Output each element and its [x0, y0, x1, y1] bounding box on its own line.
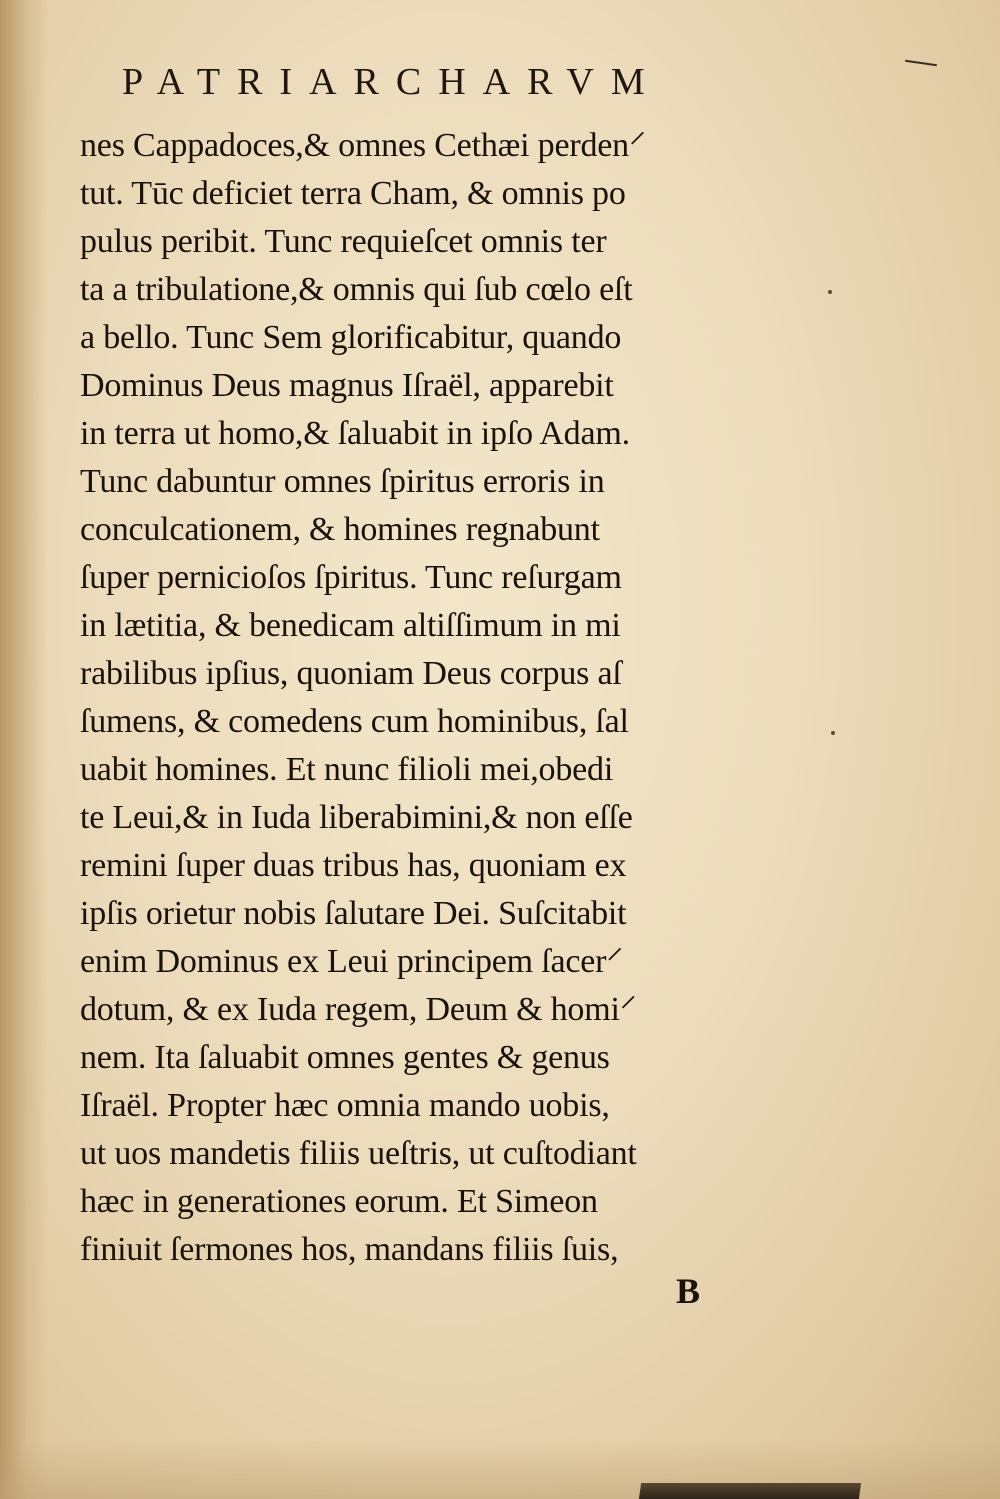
page-edge-shadow [0, 0, 48, 1499]
text-line: Iſraël. Propter hæc omnia mando uobis, [80, 1087, 610, 1124]
text-line: Dominus Deus magnus Iſraël, apparebit [80, 367, 614, 404]
text-line: remini ſuper duas tribus has, quoniam ex [80, 847, 627, 884]
text-line: dotum, & ex Iuda regem, Deum & homi⸍ [80, 991, 637, 1028]
text-line: finiuit ſermones hos, mandans filiis ſuis, [80, 1231, 619, 1268]
binding-shadow [639, 1483, 861, 1499]
text-line: nes Cappadoces,& omnes Cethæi perden⸍ [80, 127, 646, 164]
running-head: PATRIARCHARVM [122, 61, 662, 103]
text-line: conculcationem, & homines regnabunt [80, 511, 600, 548]
text-line: ipſis orietur nobis ſalutare Dei. Suſcitabit [80, 895, 627, 932]
text-line: tut. Tūc deficiet terra Cham, & omnis po [80, 175, 626, 212]
text-line: nem. Ita ſaluabit omnes gentes & genus [80, 1039, 610, 1076]
text-line: in terra ut homo,& ſaluabit in ipſo Adam. [80, 415, 630, 452]
text-line: Tunc dabuntur omnes ſpiritus erroris in [80, 463, 605, 500]
text-line: te Leui,& in Iuda liberabimini,& non eſſe [80, 799, 633, 836]
text-line: uabit homines. Et nunc filioli mei,obedi [80, 751, 614, 788]
text-line: pulus peribit. Tunc requieſcet omnis ter [80, 223, 607, 260]
text-line: rabilibus ipſius, quoniam Deus corpus aſ [80, 655, 622, 692]
body-text [80, 122, 800, 1274]
text-line: in lætitia, & benedicam altiſſimum in mi [80, 607, 621, 644]
signature-mark: B [676, 1271, 701, 1311]
text-line: a bello. Tunc Sem glorificabitur, quando [80, 319, 622, 356]
text-line: ſumens, & comedens cum hominibus, ſal [80, 703, 629, 740]
ink-speck [828, 290, 832, 294]
text-line: hæc in generationes eorum. Et Simeon [80, 1183, 598, 1220]
text-line: enim Dominus ex Leui principem ſacer⸍ [80, 943, 624, 980]
text-line: ut uos mandetis filiis ueſtris, ut cuſtodiant [80, 1135, 637, 1172]
text-line: ta a tribulatione,& omnis qui ſub cœlo eſt [80, 271, 633, 308]
ink-speck [831, 731, 835, 735]
text-line: ſuper pernicioſos ſpiritus. Tunc reſurgam [80, 559, 622, 596]
